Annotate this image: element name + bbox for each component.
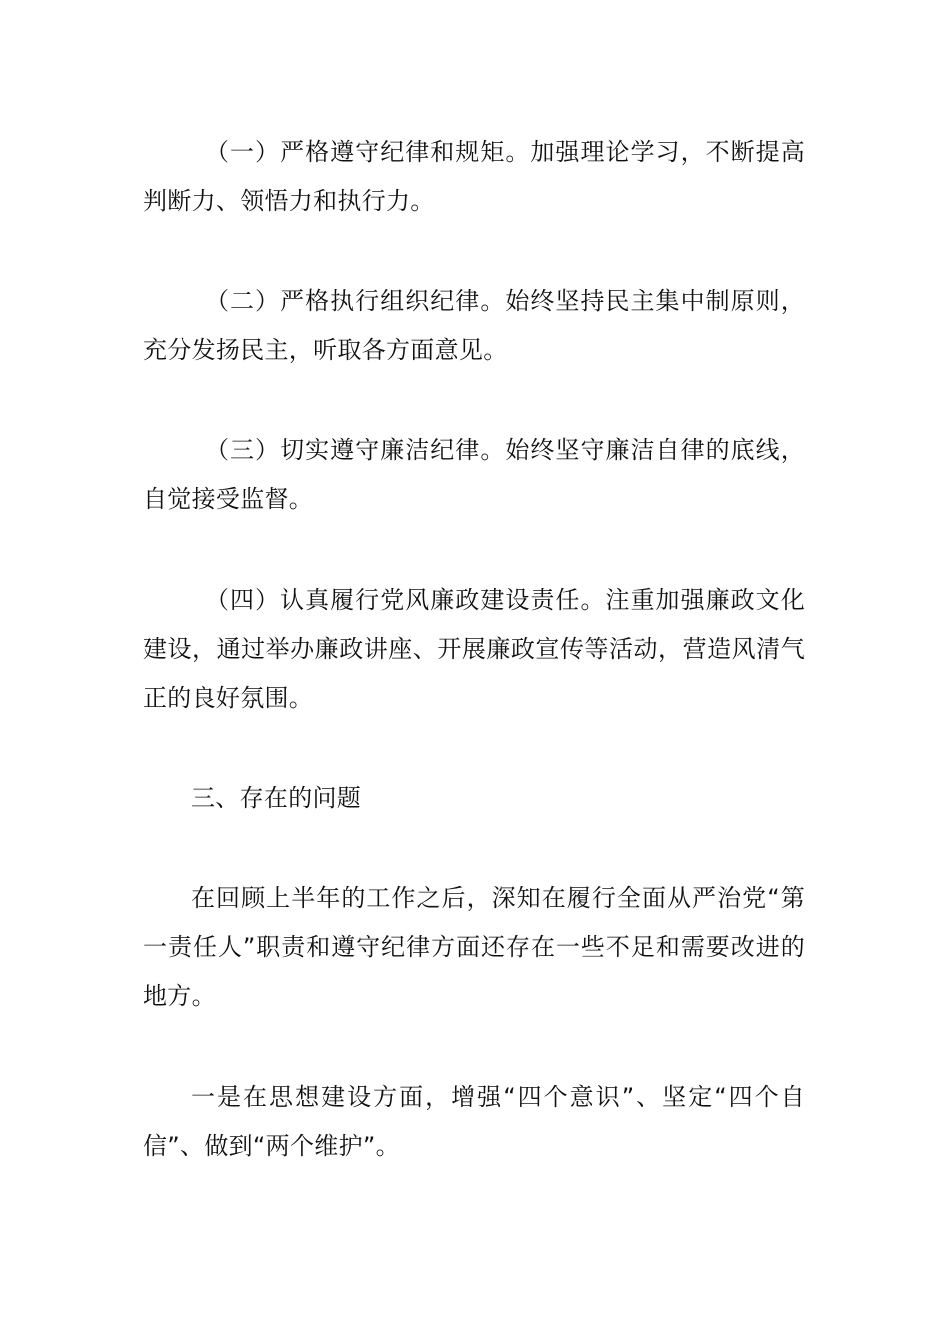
paragraph-discipline-rules: （一）严格遵守纪律和规矩。加强理论学习，不断提高判断力、领悟力和执行力。 — [143, 138, 805, 215]
paragraph-issue-ideology: 一是在思想建设方面，增强“四个意识”、坚定“四个自信”、做到“两个维护”。 — [143, 1083, 805, 1160]
paragraph-party-conduct-responsibility: （四）认真履行党风廉政建设责任。注重加强廉政文化建设，通过举办廉政讲座、开展廉政宣传等活动，营造风清气正的良好氛围。 — [143, 586, 805, 712]
paragraph-organizational-discipline: （二）严格执行组织纪律。始终坚持民主集中制原则，充分发扬民主，听取各方面意见。 — [143, 287, 805, 364]
paragraph-issues-intro: 在回顾上半年的工作之后，深知在履行全面从严治党“第一责任人”职责和遵守纪律方面还存在一些不足和需要改进的地方。 — [143, 884, 805, 1010]
paragraph-integrity-discipline: （三）切实遵守廉洁纪律。始终坚守廉洁自律的底线，自觉接受监督。 — [143, 436, 805, 513]
section-heading-existing-problems: 三、存在的问题 — [191, 784, 362, 812]
